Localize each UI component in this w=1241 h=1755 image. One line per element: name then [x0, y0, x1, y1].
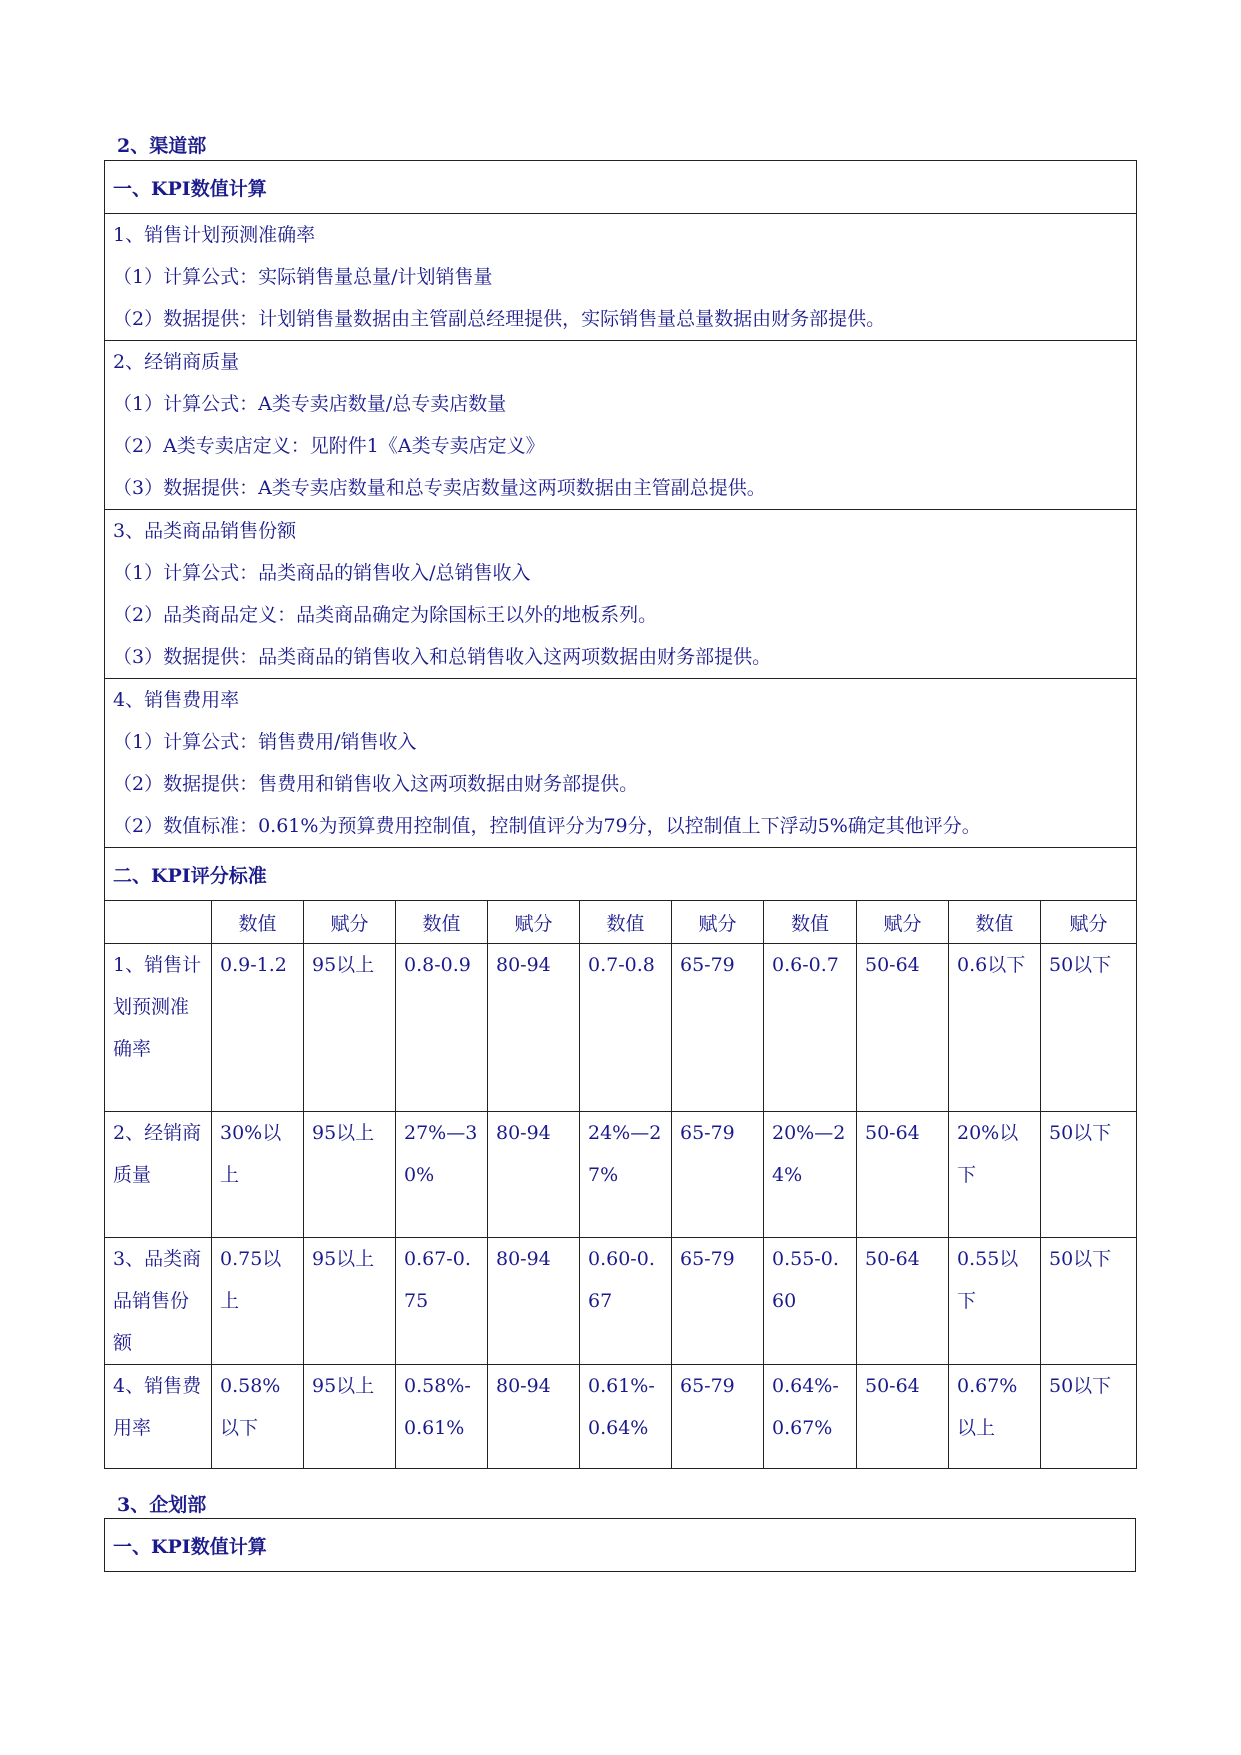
- table-cell: 50-64: [857, 1365, 949, 1469]
- table-cell: 24%—27%: [580, 1112, 672, 1238]
- kpi-block-2: [105, 341, 1137, 510]
- table-cell: 50-64: [857, 1238, 949, 1365]
- table-cell: 50以下: [1041, 944, 1137, 1112]
- header-cell: 数值: [396, 901, 488, 944]
- table-row: [105, 944, 1137, 1112]
- header-cell: [105, 901, 212, 944]
- table-cell: 0.7-0.8: [580, 944, 672, 1112]
- table-cell: 80-94: [488, 1112, 580, 1238]
- kpi-score-heading: 二、KPI评分标准: [105, 848, 1137, 901]
- kpi-name: 3、品类商品销售份额: [113, 520, 297, 542]
- header-cell: 数值: [949, 901, 1041, 944]
- table-cell: 0.6-0.7: [764, 944, 857, 1112]
- table-cell: 0.67%以上: [949, 1365, 1041, 1469]
- row-label-cell: 1、销售计划预测准确率: [105, 944, 212, 1112]
- header-cell: 赋分: [672, 901, 764, 944]
- kpi-detail-line: （1）计算公式：实际销售量总量/计划销售量: [113, 266, 493, 288]
- header-cell: 赋分: [488, 901, 580, 944]
- row-label-cell: 2、经销商质量: [105, 1112, 212, 1238]
- table-cell: 20%—24%: [764, 1112, 857, 1238]
- kpi-detail-line: （2）数值标准：0.61%为预算费用控制值，控制值评分为79分，以控制值上下浮动5%确定其他评分。: [113, 815, 981, 837]
- table-row: [105, 1112, 1137, 1238]
- table-cell: 65-79: [672, 944, 764, 1112]
- kpi-name: 1、销售计划预测准确率: [113, 224, 316, 246]
- header-cell: 数值: [212, 901, 304, 944]
- table-cell: 65-79: [672, 1238, 764, 1365]
- table-cell: 0.55以下: [949, 1238, 1041, 1365]
- table-cell: 50-64: [857, 944, 949, 1112]
- header-cell: 数值: [580, 901, 672, 944]
- header-cell: 赋分: [304, 901, 396, 944]
- table-cell: 95以上: [304, 1112, 396, 1238]
- table-cell: 50以下: [1041, 1112, 1137, 1238]
- header-cell: 数值: [764, 901, 857, 944]
- kpi-detail-line: （2）品类商品定义：品类商品确定为除国标王以外的地板系列。: [113, 604, 658, 626]
- kpi-detail-line: （1）计算公式：销售费用/销售收入: [113, 731, 417, 753]
- table-cell: 65-79: [672, 1365, 764, 1469]
- kpi-block-1: [105, 214, 1137, 341]
- table-cell: 0.64%-0.67%: [764, 1365, 857, 1469]
- table-cell: 65-79: [672, 1112, 764, 1238]
- planning-kpi-table: [104, 1518, 1136, 1572]
- kpi-calc-heading: 一、KPI数值计算: [105, 161, 1137, 214]
- table-cell: 0.8-0.9: [396, 944, 488, 1112]
- table-cell: 0.6以下: [949, 944, 1041, 1112]
- table-cell: 0.75以上: [212, 1238, 304, 1365]
- table-cell: 0.58%以下: [212, 1365, 304, 1469]
- table-cell: 80-94: [488, 1365, 580, 1469]
- kpi-calc-heading: 一、KPI数值计算: [105, 1519, 1136, 1572]
- table-cell: 0.9-1.2: [212, 944, 304, 1112]
- table-row: [105, 1365, 1137, 1469]
- table-cell: 95以上: [304, 944, 396, 1112]
- kpi-block-3: [105, 510, 1137, 679]
- kpi-block-4: [105, 679, 1137, 848]
- table-cell: 0.67-0.75: [396, 1238, 488, 1365]
- table-cell: 95以上: [304, 1365, 396, 1469]
- channel-kpi-table: [104, 160, 1137, 1469]
- kpi-detail-line: （3）数据提供：A类专卖店数量和总专卖店数量这两项数据由主管副总提供。: [113, 477, 766, 499]
- table-row: [105, 1238, 1137, 1365]
- table-cell: 0.58%-0.61%: [396, 1365, 488, 1469]
- table-cell: 0.60-0.67: [580, 1238, 672, 1365]
- kpi-detail-line: （2）数据提供：计划销售量数据由主管副总经理提供，实际销售量总量数据由财务部提供。: [113, 308, 886, 330]
- section-2-title: 2、渠道部: [117, 135, 207, 157]
- table-cell: 0.61%-0.64%: [580, 1365, 672, 1469]
- kpi-name: 4、销售费用率: [113, 689, 240, 711]
- section-3-title: 3、企划部: [117, 1494, 207, 1516]
- row-label-cell: 3、品类商品销售份额: [105, 1238, 212, 1365]
- table-cell: 80-94: [488, 944, 580, 1112]
- table-cell: 50-64: [857, 1112, 949, 1238]
- table-cell: 30%以上: [212, 1112, 304, 1238]
- kpi-detail-line: （3）数据提供：品类商品的销售收入和总销售收入这两项数据由财务部提供。: [113, 646, 772, 668]
- header-cell: 赋分: [857, 901, 949, 944]
- table-cell: 0.55-0.60: [764, 1238, 857, 1365]
- table-cell: 50以下: [1041, 1365, 1137, 1469]
- table-cell: 50以下: [1041, 1238, 1137, 1365]
- table-cell: 20%以下: [949, 1112, 1041, 1238]
- header-cell: 赋分: [1041, 901, 1137, 944]
- table-cell: 80-94: [488, 1238, 580, 1365]
- kpi-name: 2、经销商质量: [113, 351, 240, 373]
- row-label-cell: 4、销售费用率: [105, 1365, 212, 1469]
- kpi-detail-line: （2）数据提供：售费用和销售收入这两项数据由财务部提供。: [113, 773, 639, 795]
- kpi-detail-line: （2）A类专卖店定义：见附件1《A类专卖店定义》: [113, 435, 545, 457]
- kpi-detail-line: （1）计算公式：品类商品的销售收入/总销售收入: [113, 562, 531, 584]
- table-cell: 27%—30%: [396, 1112, 488, 1238]
- score-table-header-row: [105, 901, 1137, 944]
- table-cell: 95以上: [304, 1238, 396, 1365]
- kpi-detail-line: （1）计算公式：A类专卖店数量/总专卖店数量: [113, 393, 507, 415]
